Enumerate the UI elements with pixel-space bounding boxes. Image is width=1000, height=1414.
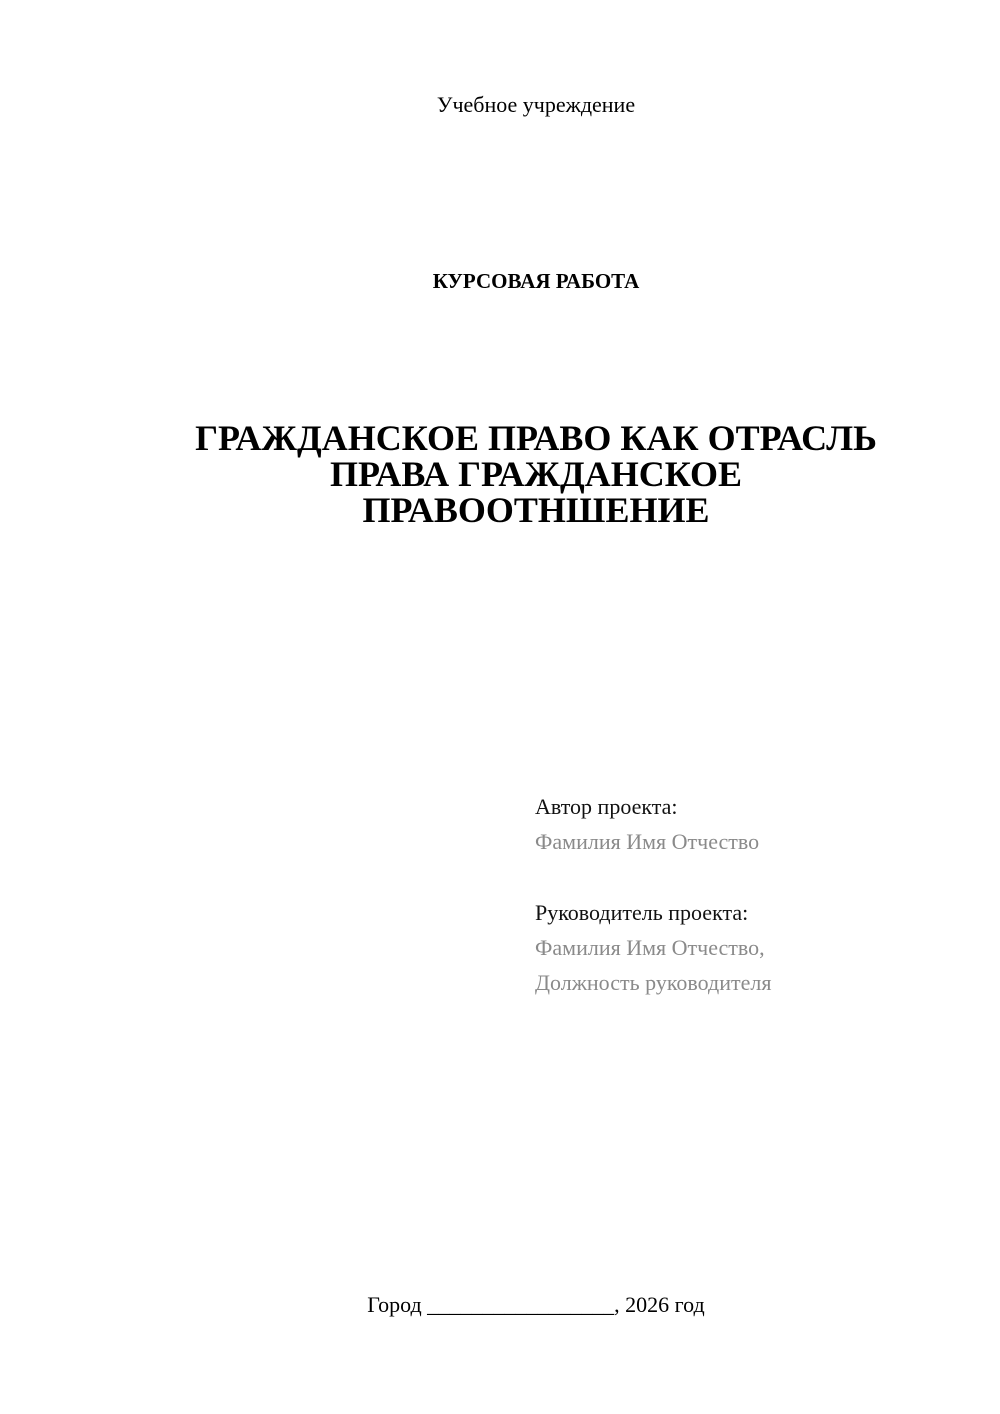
author-label: Автор проекта: bbox=[535, 794, 678, 819]
title-line: ГРАЖДАНСКОЕ ПРАВО КАК ОТРАСЛЬ bbox=[195, 418, 877, 458]
supervisor-position: Должность руководителя bbox=[535, 970, 772, 995]
supervisor-label: Руководитель проекта: bbox=[535, 900, 749, 925]
city-year-line: Город _________________, 2026 год bbox=[367, 1292, 705, 1317]
document-title bbox=[140, 420, 932, 528]
institution-name: Учебное учреждение bbox=[436, 92, 636, 117]
spacer bbox=[535, 859, 975, 895]
title-line: ПРАВА ГРАЖДАНСКОЕ bbox=[330, 454, 742, 494]
author-name: Фамилия Имя Отчество bbox=[535, 829, 760, 854]
title-line: ПРАВООТНШЕНИЕ bbox=[362, 490, 710, 530]
project-info-block bbox=[535, 789, 975, 1000]
work-type-heading: КУРСОВАЯ РАБОТА bbox=[432, 269, 640, 293]
supervisor-name: Фамилия Имя Отчество, bbox=[535, 935, 765, 960]
